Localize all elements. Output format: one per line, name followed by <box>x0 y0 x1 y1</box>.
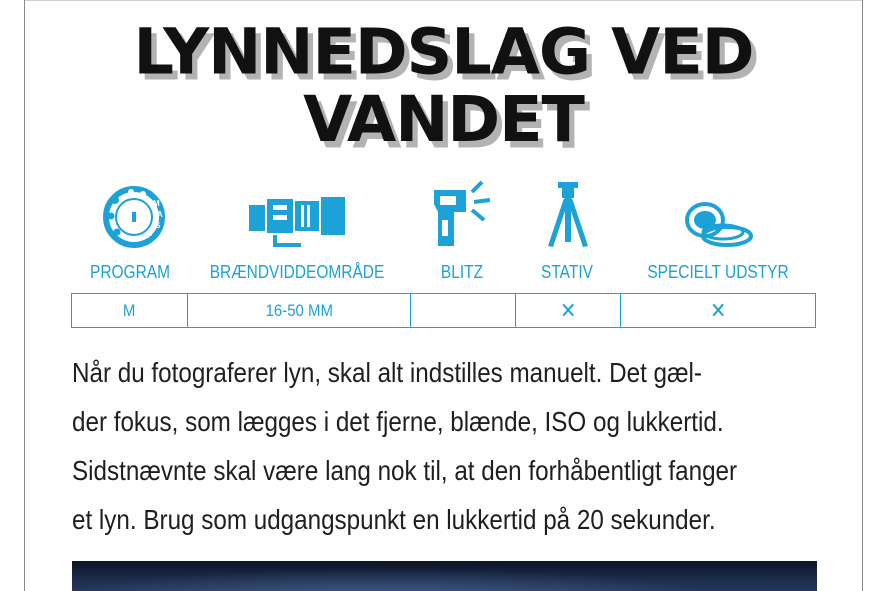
page-top-rule <box>24 0 863 1</box>
tripod-icon <box>544 180 592 250</box>
cell-program <box>72 294 188 328</box>
cell-focal-range <box>188 294 411 328</box>
label-special-equipment: SPECIELT UDSTYR <box>647 262 789 282</box>
cell-special <box>621 294 816 328</box>
title-line-2: VANDET <box>303 82 584 158</box>
body-paragraph <box>72 348 816 544</box>
mode-dial-icon <box>101 186 167 248</box>
label-program: PROGRAM <box>89 262 170 282</box>
cell-flash <box>411 294 516 328</box>
focal-range-value: 16-50 MM <box>265 300 333 320</box>
flash-icon <box>428 180 502 250</box>
dial-letter-a: A <box>157 210 163 219</box>
dial-letter-p: P <box>147 231 153 240</box>
label-tripod: STATIV <box>541 262 593 282</box>
label-focal-range: BRÆNDVIDDEOMRÅDE <box>209 262 385 282</box>
cell-tripod <box>516 294 621 328</box>
tripod-check-icon: ✕ <box>559 297 577 323</box>
settings-table <box>71 293 816 328</box>
special-check-icon: ✕ <box>709 297 727 323</box>
dial-letter-m: M <box>153 199 160 208</box>
settings-row <box>72 294 816 328</box>
filter-icon <box>683 202 753 248</box>
dial-letter-s: S <box>155 221 161 230</box>
camera-lens-icon <box>249 195 345 249</box>
title-line-1: LYNNEDSLAG VED <box>133 14 754 90</box>
lightning-photo <box>72 561 817 591</box>
program-value: M <box>123 300 136 320</box>
article-title <box>0 14 886 158</box>
body-line-4: et lyn. Brug som udgangspunkt en lukkertid på 20 sekunder. <box>72 504 716 535</box>
body-line-2: der fokus, som lægges i det fjerne, blænde, ISO og lukkertid. <box>72 406 724 437</box>
body-line-3: Sidstnævnte skal være lang nok til, at den forhåbentligt fanger <box>72 455 738 486</box>
label-flash: BLITZ <box>440 262 484 282</box>
body-line-1: Når du fotograferer lyn, skal alt indstilles manuelt. Det gæl- <box>72 357 703 388</box>
